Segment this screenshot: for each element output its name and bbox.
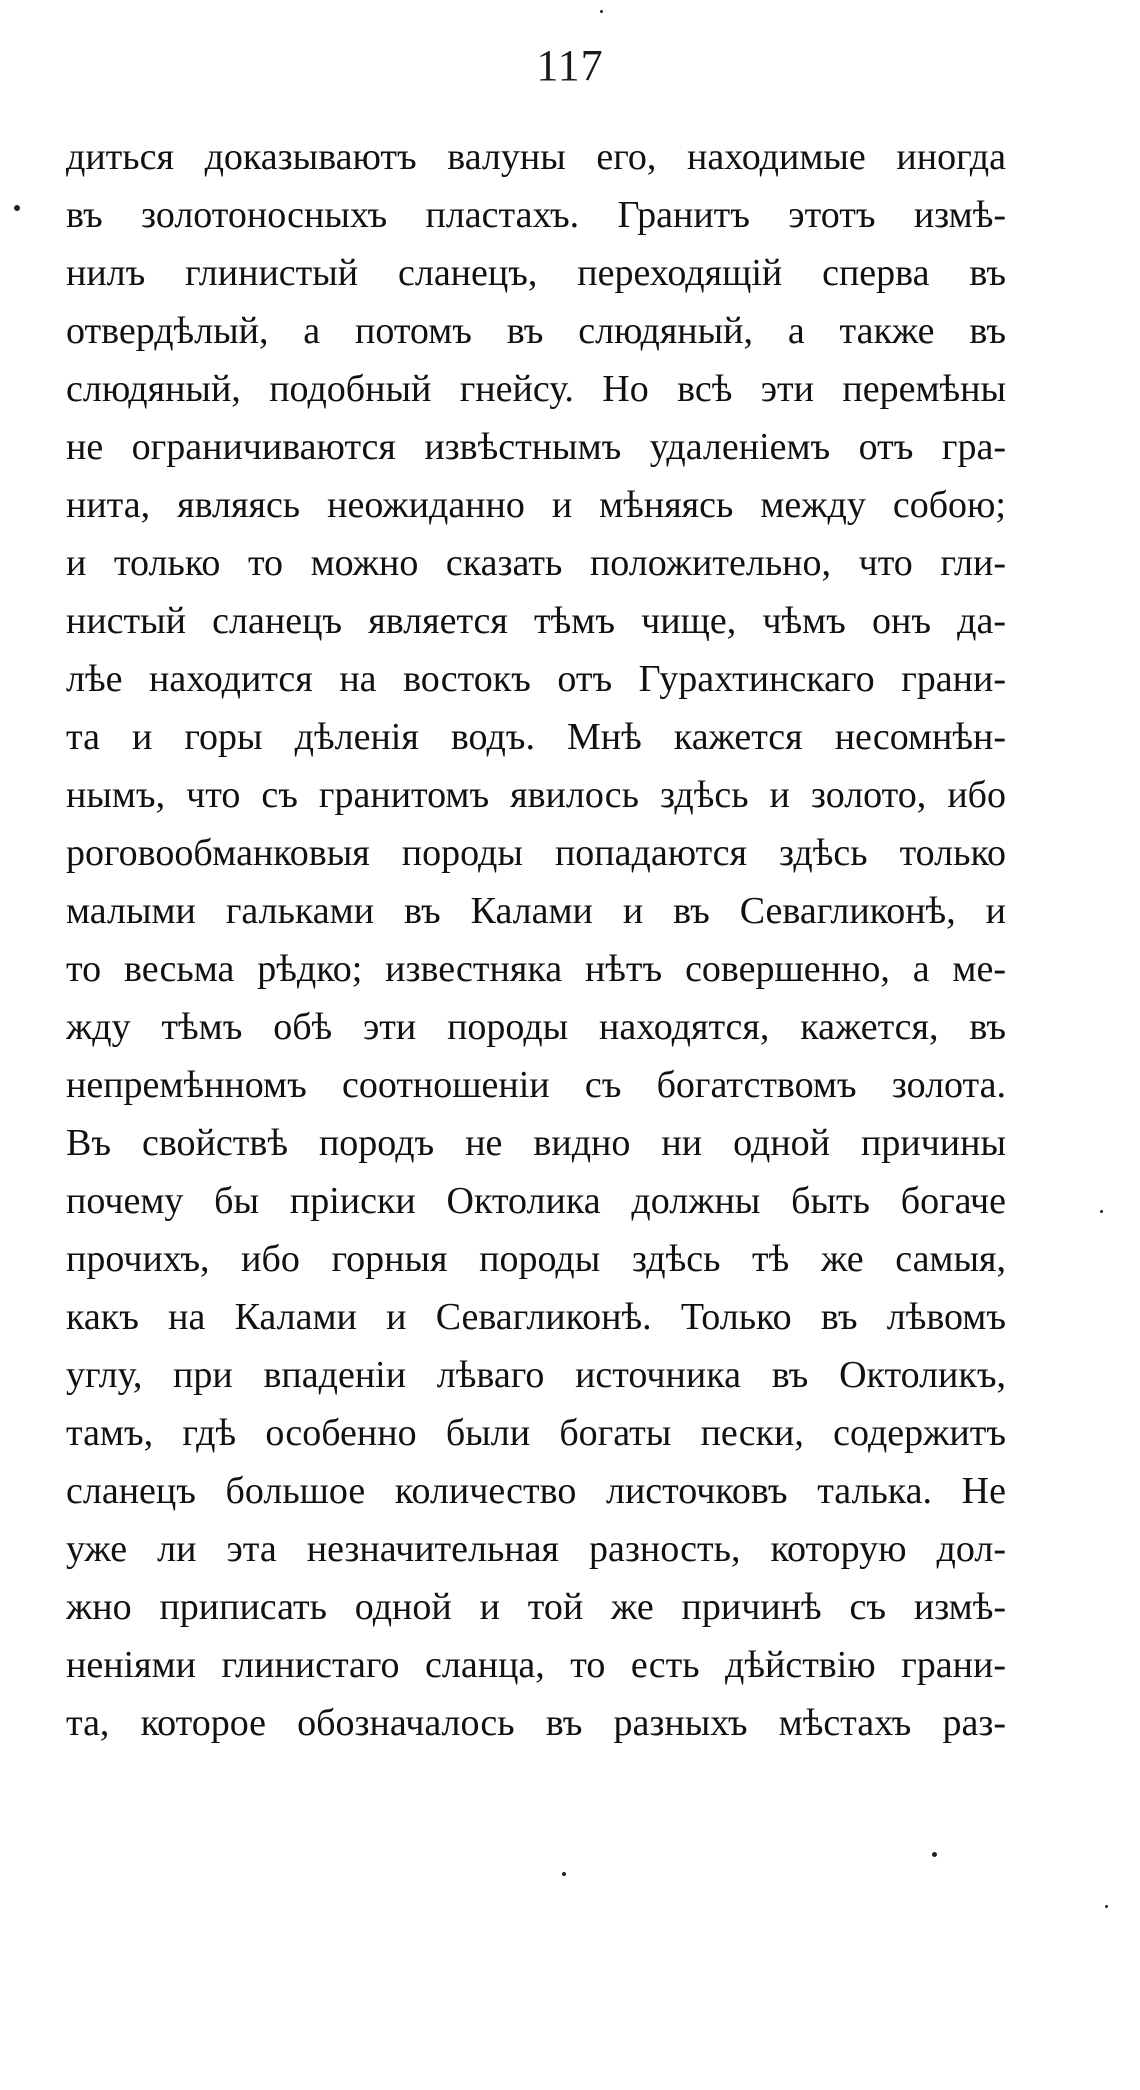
- text-line: та, которое обозначалось въ разныхъ мѣстахъ раз-: [66, 1702, 1006, 1744]
- scan-speck: [600, 10, 603, 13]
- text-line: нымъ, что съ гранитомъ явилось здѣсь и золото, ибо: [66, 774, 1006, 816]
- text-line: почему бы пріиски Октолика должны быть богаче: [66, 1180, 1006, 1222]
- text-line: и только то можно сказать положительно, что гли-: [66, 542, 1006, 584]
- page-number: 117: [536, 41, 604, 90]
- text-line: роговообманковыя породы попадаются здѣсь только: [66, 832, 1006, 874]
- scan-speck: [932, 1852, 937, 1857]
- text-line: сланецъ большое количество листочковъ талька. Не: [66, 1470, 1006, 1512]
- scan-speck: [562, 1872, 566, 1876]
- text-line: нистый сланецъ является тѣмъ чище, чѣмъ онъ да-: [66, 600, 1006, 642]
- text-line: какъ на Калами и Севагликонѣ. Только въ лѣвомъ: [66, 1296, 1006, 1338]
- text-line: жду тѣмъ обѣ эти породы находятся, кажется, въ: [66, 1006, 1006, 1048]
- text-line: малыми гальками въ Калами и въ Севагликонѣ, и: [66, 890, 1006, 932]
- text-line: то весьма рѣдко; известняка нѣтъ совершенно, а ме-: [66, 948, 1006, 990]
- text-line: Въ свойствѣ породъ не видно ни одной причины: [66, 1122, 1006, 1164]
- scan-speck: [14, 205, 20, 211]
- text-line: уже ли эта незначительная разность, которую дол-: [66, 1528, 1006, 1570]
- text-line: непремѣнномъ соотношеніи съ богатствомъ золота.: [66, 1064, 1006, 1106]
- text-line: въ золотоносныхъ пластахъ. Гранитъ этотъ измѣ-: [66, 194, 1006, 236]
- scan-speck: [1100, 1210, 1103, 1213]
- scan-speck: [1105, 1905, 1108, 1908]
- text-line: лѣе находится на востокъ отъ Гурахтинскаго грани-: [66, 658, 1006, 700]
- text-line: нилъ глинистый сланецъ, переходящій сперва въ: [66, 252, 1006, 294]
- text-line: отвердѣлый, а потомъ въ слюдяный, а также въ: [66, 310, 1006, 352]
- text-line: слюдяный, подобный гнейсу. Но всѣ эти перемѣны: [66, 368, 1006, 410]
- text-line: та и горы дѣленія водъ. Мнѣ кажется несомнѣн-: [66, 716, 1006, 758]
- text-line: прочихъ, ибо горныя породы здѣсь тѣ же самыя,: [66, 1238, 1006, 1280]
- text-block: [66, 128, 1006, 1752]
- text-line: углу, при впаденіи лѣваго источника въ Октоликъ,: [66, 1354, 1006, 1396]
- text-line: жно приписать одной и той же причинѣ съ измѣ-: [66, 1586, 1006, 1628]
- text-line: диться доказываютъ валуны его, находимые иногда: [66, 136, 1006, 178]
- text-line: нита, являясь неожиданно и мѣняясь между собою;: [66, 484, 1006, 526]
- text-line: не ограничиваются извѣстнымъ удаленіемъ отъ гра-: [66, 426, 1006, 468]
- text-line: неніями глинистаго сланца, то есть дѣйствію грани-: [66, 1644, 1006, 1686]
- text-line: тамъ, гдѣ особенно были богаты пески, содержитъ: [66, 1412, 1006, 1454]
